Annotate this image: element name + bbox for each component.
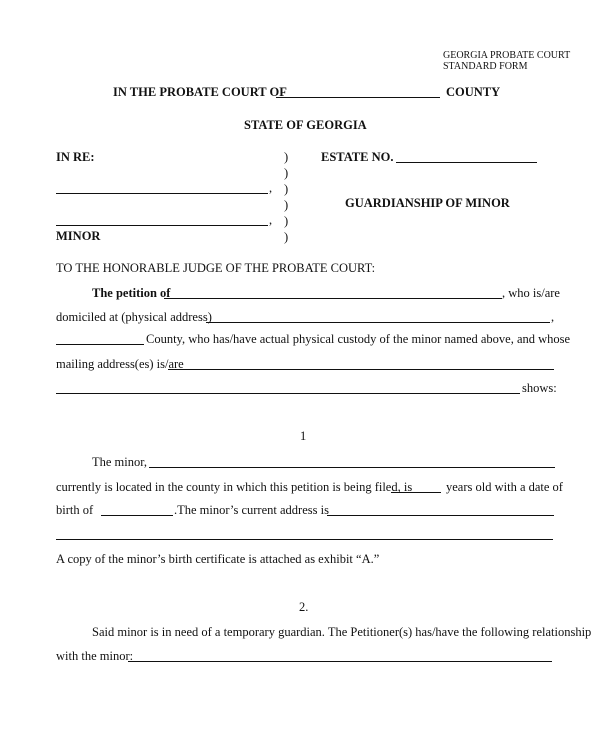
estate-no-label: ESTATE NO.: [321, 150, 394, 164]
paren-6: ): [284, 230, 289, 244]
current-address-label: .The minor’s current address is: [174, 503, 329, 517]
section-2-number: 2.: [299, 600, 309, 614]
mailing-address-label: mailing address(es) is/are: [56, 357, 184, 371]
exhibit-text: A copy of the minor’s birth certificate is attached as exhibit “A.”: [56, 552, 380, 566]
mailing-address-field-2b[interactable]: [406, 393, 520, 394]
minor-label: MINOR: [56, 229, 101, 243]
domiciled-label: domiciled at (physical address): [56, 310, 212, 324]
currently-text: currently is located in the county in which this petition is being filed, is: [56, 480, 413, 494]
mailing-address-field-2[interactable]: [56, 393, 406, 394]
estate-no-field[interactable]: [396, 162, 537, 163]
county-name-field[interactable]: [276, 97, 440, 98]
birth-date-field[interactable]: [101, 515, 173, 516]
court-suffix: COUNTY: [446, 85, 501, 99]
county-custody-text: County, who has/have actual physical custody of the minor named above, and whose: [146, 332, 571, 346]
minor-age-field[interactable]: [391, 492, 441, 493]
court-prefix: IN THE PROBATE COURT OF: [113, 85, 287, 99]
domiciled-comma: ,: [551, 310, 555, 324]
paren-4: ): [284, 198, 289, 212]
comma-1: ,: [269, 181, 273, 195]
case-type-title: GUARDIANSHIP OF MINOR: [345, 196, 510, 210]
custody-county-field[interactable]: [56, 344, 144, 345]
minor-name-field[interactable]: [149, 467, 555, 468]
paren-3: ): [284, 182, 289, 196]
paren-5: ): [284, 214, 289, 228]
comma-2: ,: [269, 213, 273, 227]
petitioner-name-field[interactable]: [164, 298, 502, 299]
guardian-need-text: Said minor is in need of a temporary guardian. The Petitioner(s) has/have the following relationship: [92, 625, 592, 639]
birth-of-label: birth of: [56, 503, 94, 517]
petition-of-label: The petition of: [92, 286, 171, 300]
section-1-number: 1: [300, 429, 307, 443]
paren-2: ): [284, 166, 289, 180]
who-is-label: , who is/are: [502, 286, 560, 300]
with-minor-label: with the minor:: [56, 649, 134, 663]
current-address-field-2[interactable]: [56, 539, 553, 540]
in-re-label: IN RE:: [56, 150, 95, 164]
the-minor-label: The minor,: [92, 455, 148, 469]
current-address-field[interactable]: [327, 515, 554, 516]
relationship-field[interactable]: [128, 661, 552, 662]
form-header-line1: GEORGIA PROBATE COURT: [443, 50, 571, 61]
paren-1: ): [284, 150, 289, 164]
mailing-address-field[interactable]: [168, 369, 554, 370]
state-title: STATE OF GEORGIA: [244, 118, 367, 132]
minor-name-line-2[interactable]: [56, 225, 268, 226]
physical-address-field[interactable]: [206, 322, 550, 323]
minor-name-line-1[interactable]: [56, 193, 268, 194]
shows-label: shows:: [522, 381, 557, 395]
form-header-line2: STANDARD FORM: [443, 61, 528, 72]
address-to-judge: TO THE HONORABLE JUDGE OF THE PROBATE COURT:: [56, 261, 376, 275]
years-old-text: years old with a date of: [446, 480, 563, 494]
